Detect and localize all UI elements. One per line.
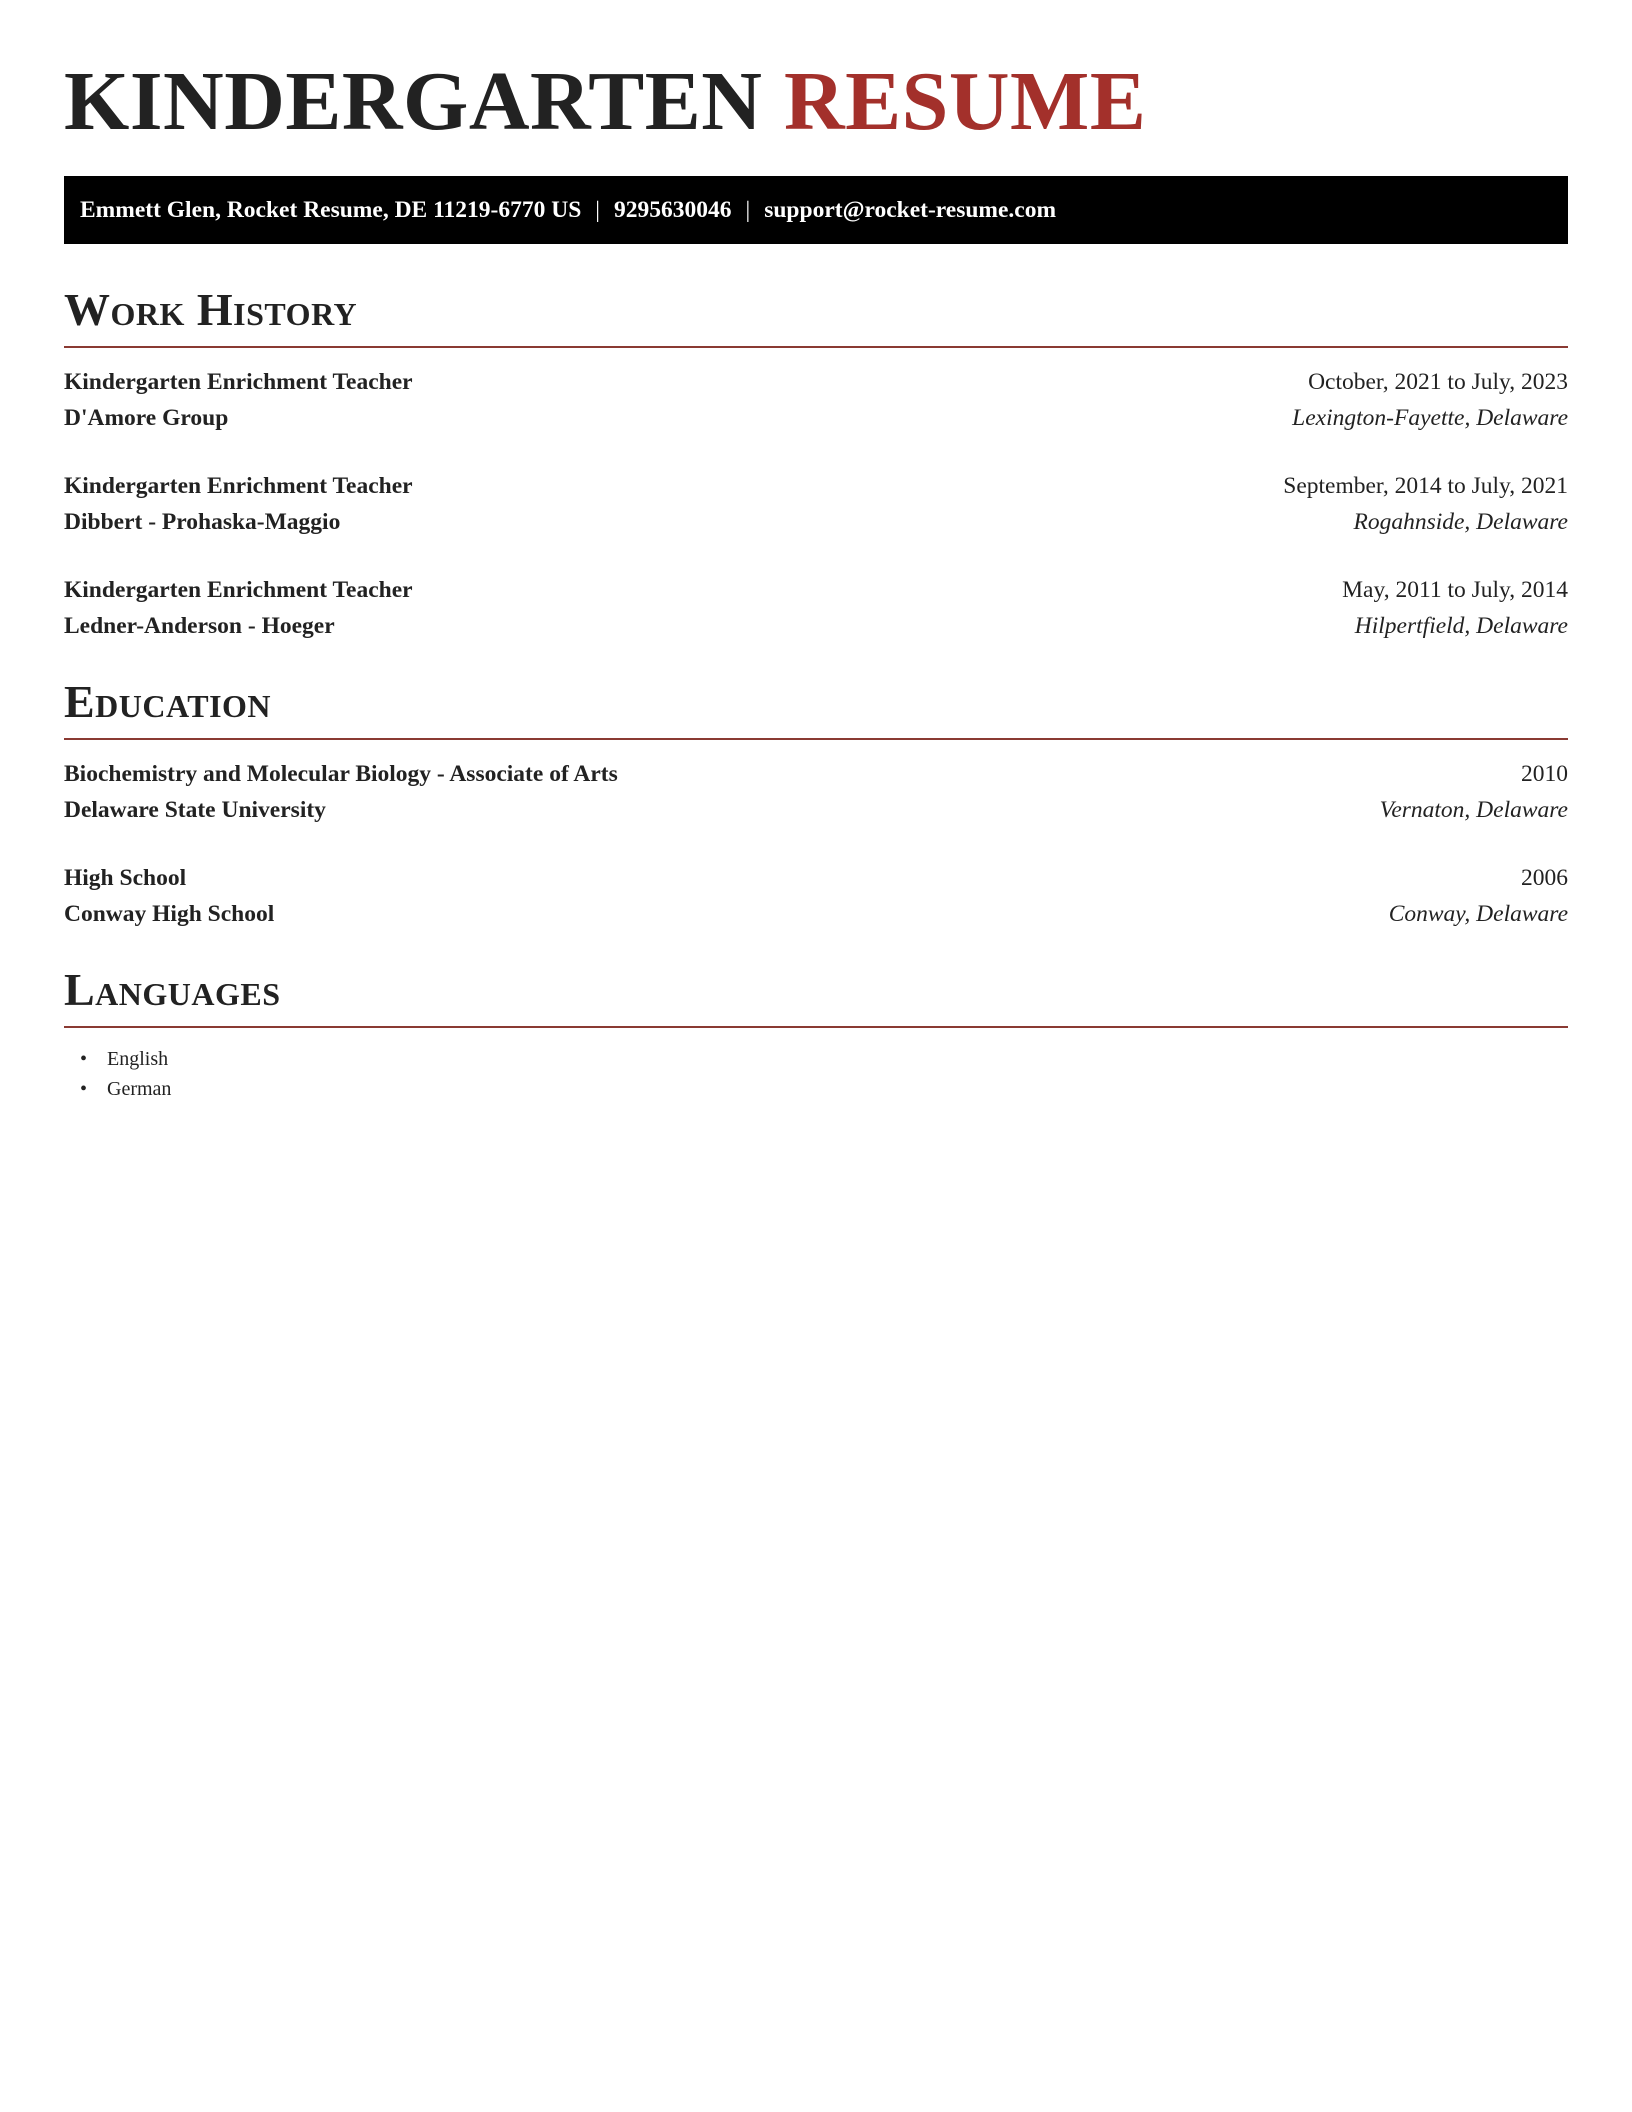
education-heading: Education <box>64 676 272 727</box>
language-name: German <box>107 1078 172 1100</box>
education-year: 2006 <box>1521 865 1568 891</box>
job-dates: May, 2011 to July, 2014 <box>1342 577 1568 603</box>
education-year: 2010 <box>1521 761 1568 787</box>
job-dates: September, 2014 to July, 2021 <box>1283 473 1568 499</box>
section-divider <box>64 346 1568 348</box>
languages-section <box>64 962 1568 1104</box>
job-title: Kindergarten Enrichment Teacher <box>64 473 413 499</box>
section-divider <box>64 738 1568 740</box>
education-school: Delaware State University <box>64 797 326 823</box>
job-title: Kindergarten Enrichment Teacher <box>64 577 413 603</box>
job-company: Ledner-Anderson - Hoeger <box>64 613 335 639</box>
work-entry <box>64 572 1568 644</box>
education-entry <box>64 860 1568 932</box>
list-item <box>64 1074 1568 1104</box>
education-school: Conway High School <box>64 901 275 927</box>
section-divider <box>64 1026 1568 1028</box>
education-degree: High School <box>64 865 187 891</box>
job-title: Kindergarten Enrichment Teacher <box>64 369 413 395</box>
contact-email[interactable]: support@rocket-resume.com <box>764 197 1057 223</box>
resume-page <box>64 0 1568 1104</box>
contact-separator: | <box>595 197 600 223</box>
education-degree: Biochemistry and Molecular Biology - Associate of Arts <box>64 761 618 787</box>
title-accent: RESUME <box>783 55 1147 148</box>
work-entry <box>64 364 1568 436</box>
contact-separator: | <box>745 197 751 223</box>
job-location: Hilpertfield, Delaware <box>1354 613 1568 639</box>
list-item <box>64 1044 1568 1074</box>
job-location: Rogahnside, Delaware <box>1353 509 1568 535</box>
education-location: Conway, Delaware <box>1388 901 1568 927</box>
title-main: KINDERGARTEN <box>64 55 763 148</box>
languages-list <box>64 1044 1568 1104</box>
language-name: English <box>107 1048 169 1070</box>
job-location: Lexington-Fayette, Delaware <box>1292 405 1568 431</box>
work-entry <box>64 468 1568 540</box>
work-history-heading: Work History <box>64 284 358 335</box>
education-location: Vernaton, Delaware <box>1379 797 1568 823</box>
resume-title <box>64 0 1568 148</box>
contact-phone[interactable]: 9295630046 <box>614 197 732 223</box>
job-dates: October, 2021 to July, 2023 <box>1308 369 1568 395</box>
bullet-icon: • <box>80 1078 88 1100</box>
job-company: D'Amore Group <box>64 405 229 431</box>
bullet-icon: • <box>80 1048 88 1070</box>
contact-bar <box>64 176 1568 244</box>
job-company: Dibbert - Prohaska-Maggio <box>64 509 341 535</box>
education-section <box>64 674 1568 932</box>
languages-heading: Languages <box>64 964 281 1015</box>
work-history-section <box>64 282 1568 644</box>
contact-address: Emmett Glen, Rocket Resume, DE 11219-6770 US <box>80 197 582 223</box>
education-entry <box>64 756 1568 828</box>
